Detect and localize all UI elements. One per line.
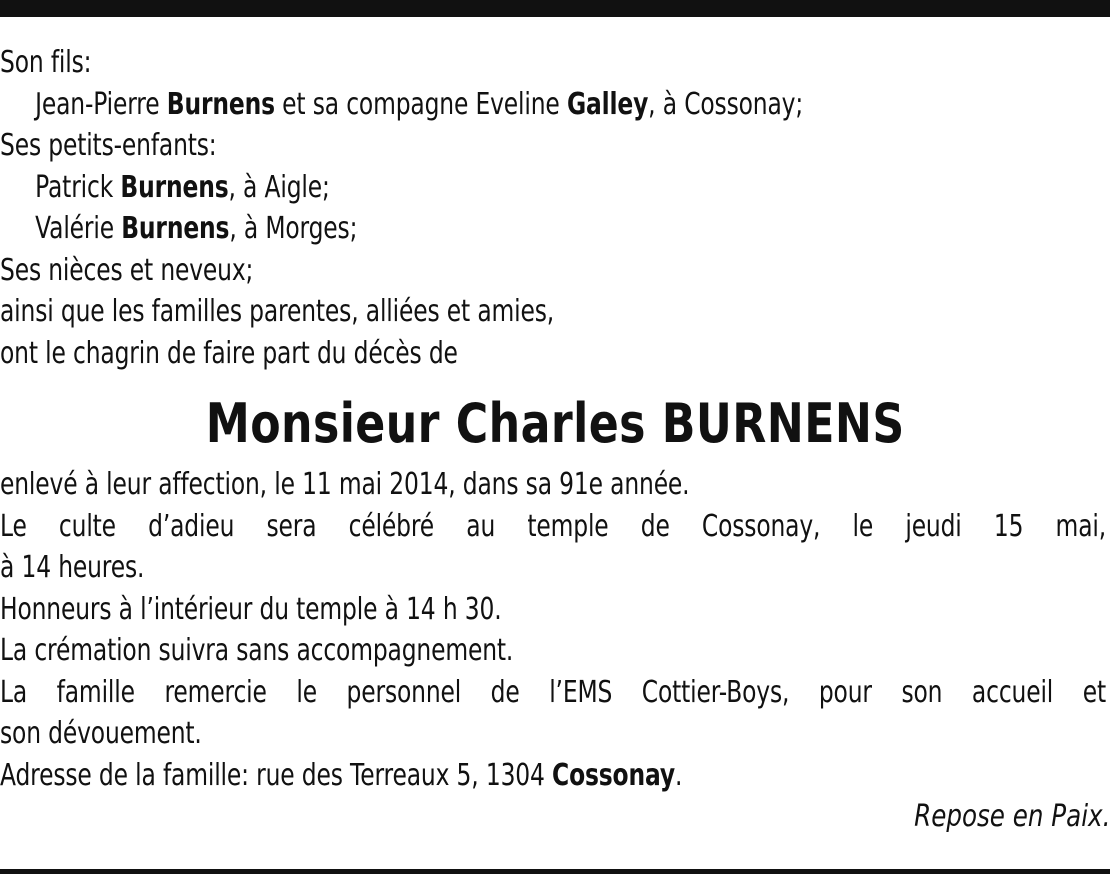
grandchild-location: , à Morges;: [229, 211, 358, 246]
address-line: [0, 755, 866, 797]
son-surname: Burnens: [166, 86, 275, 122]
son-entry: [0, 84, 866, 126]
thanks-line-1: [0, 672, 1106, 714]
son-location: , à Cossonay;: [648, 86, 804, 122]
son-label: Son fils:: [0, 45, 92, 80]
cremation-line: La crémation suivra sans accompagnement.: [0, 633, 514, 668]
nieces-line: Ses nièces et neveux;: [0, 252, 254, 288]
taken-line: enlevé à leur affection, le 11 mai 2014, dans sa 91e année.: [0, 467, 690, 502]
grandchild-first-name: Patrick: [35, 169, 114, 205]
grandchild-entry: [0, 208, 866, 250]
address-end: .: [674, 757, 683, 793]
thanks-text-1: La famille remercie le personnel de l’EMS Cottier-Boys, pour son accueil et: [0, 674, 1106, 710]
grandchild-location: , à Aigle;: [228, 169, 330, 205]
closing-text: Repose en Paix.: [913, 799, 1110, 834]
obituary-notice: [0, 42, 1110, 838]
grandchildren-label: Ses petits-enfants:: [0, 128, 217, 163]
top-rule: [0, 0, 1110, 17]
families-line: ainsi que les familles parentes, alliées et amies,: [0, 294, 555, 329]
deceased-name: [0, 388, 1110, 460]
grandchild-surname: Burnens: [120, 169, 229, 205]
announce-line: ont le chagrin de faire part du décès de: [0, 335, 458, 371]
son-middle-text: et sa compagne Eveline: [282, 86, 560, 122]
son-first-name: Jean-Pierre: [35, 86, 160, 122]
grandchild-first-name: Valérie: [35, 211, 114, 246]
grandchild-surname: Burnens: [121, 211, 230, 246]
grandchild-entry: [0, 167, 866, 209]
address-prefix: Adresse de la famille: rue des Terreaux 5, 1304: [0, 757, 545, 793]
deceased-name-text: Monsieur Charles BURNENS: [205, 392, 905, 455]
thanks-line-2: son dévouement.: [0, 716, 202, 751]
honours-line: Honneurs à l’intérieur du temple à 14 h 30.: [0, 591, 502, 627]
service-line-2: à 14 heures.: [0, 550, 145, 585]
address-town: Cossonay: [552, 757, 675, 793]
bottom-rule: [0, 869, 1110, 874]
partner-surname: Galley: [566, 86, 649, 122]
closing-line: [0, 796, 1110, 838]
service-line-1: [0, 506, 1107, 548]
service-text-1: Le culte d’adieu sera célébré au temple de Cossonay, le jeudi 15 mai,: [0, 508, 1107, 544]
